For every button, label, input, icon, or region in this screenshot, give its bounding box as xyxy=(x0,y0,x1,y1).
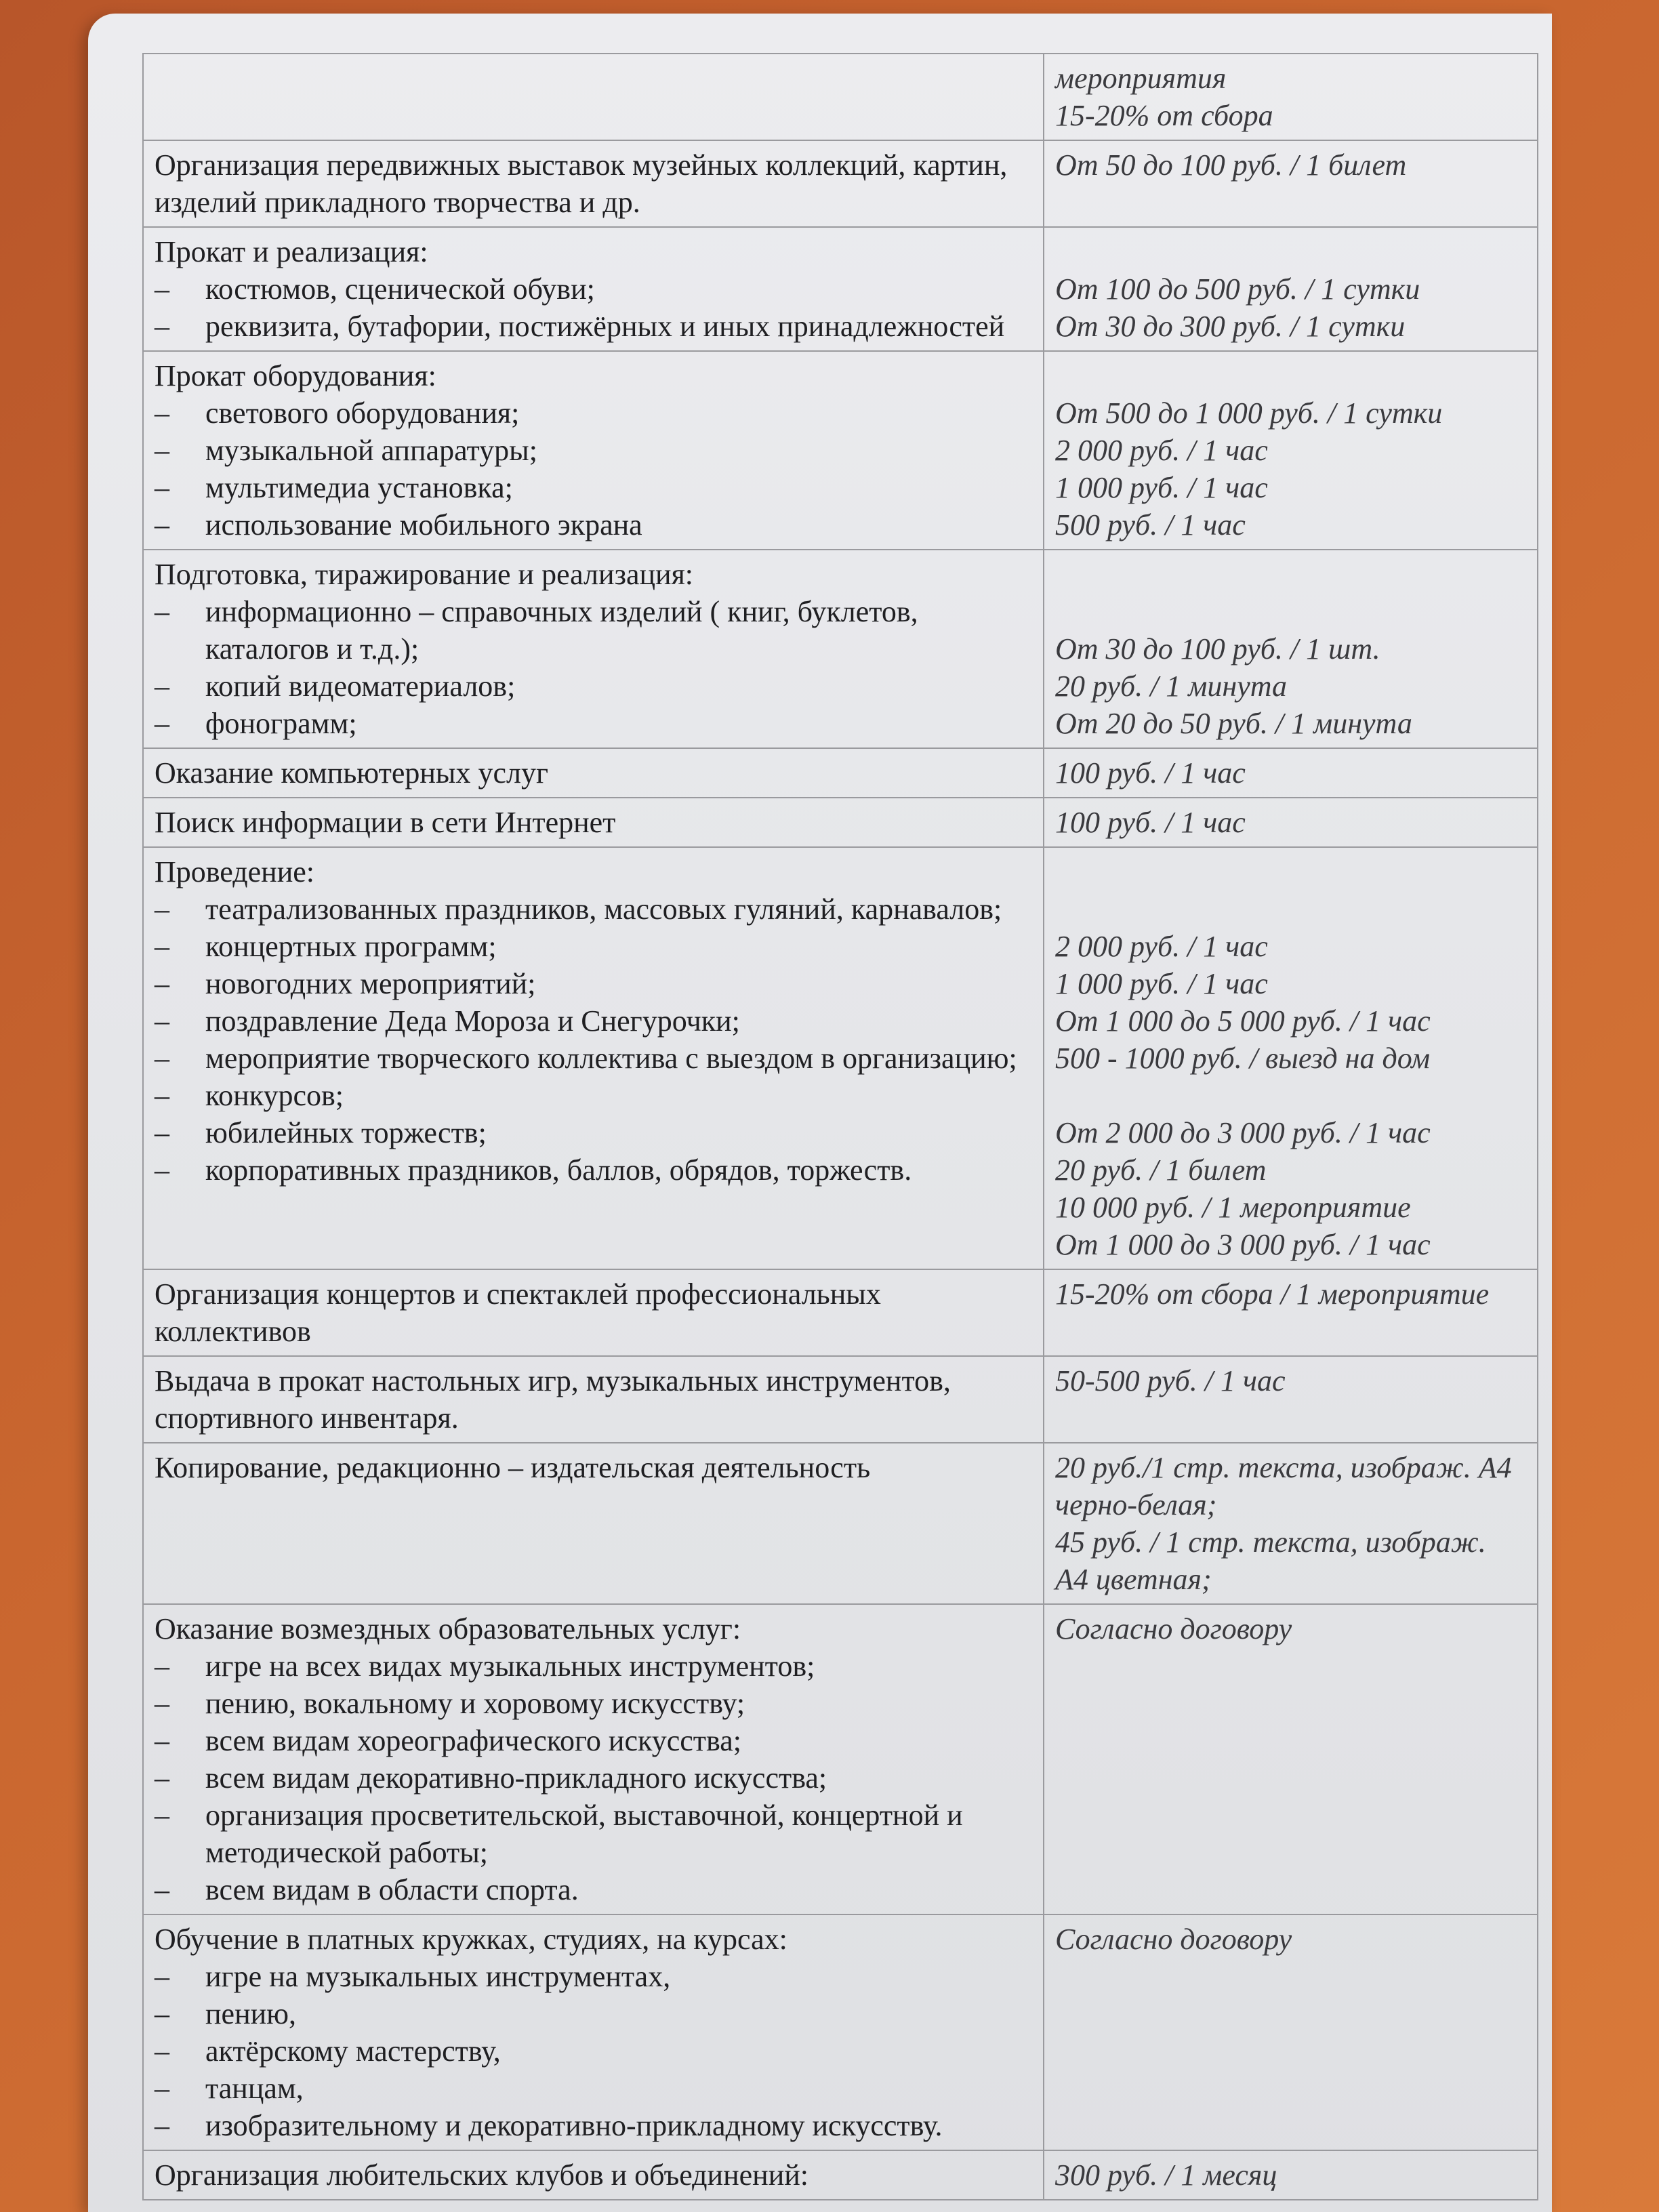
price-line: 20 руб./1 стр. текста, изображ. А4 черно-белая; xyxy=(1055,1451,1512,1521)
list-item xyxy=(155,1871,1032,1908)
price-line: 15-20% от сбора xyxy=(1055,99,1273,132)
list-item-text: – музыкальной аппаратуры; xyxy=(205,434,537,467)
price-cell xyxy=(1044,140,1538,227)
list-item xyxy=(155,469,1032,506)
price-line xyxy=(1055,890,1526,928)
price-cell xyxy=(1044,2150,1538,2200)
list-item-text: – пению, вокальному и хоровому искусству; xyxy=(205,1687,745,1720)
service-description xyxy=(143,847,1044,1269)
list-item xyxy=(155,1759,1032,1797)
price-line: От 1 000 до 5 000 руб. / 1 час xyxy=(1055,1004,1431,1038)
service-description xyxy=(143,351,1044,550)
price-line xyxy=(1055,357,1526,394)
list-item-text: – всем видам в области спорта. xyxy=(205,1873,579,1906)
list-item xyxy=(155,2070,1032,2107)
price-line: От 1 000 до 3 000 руб. / 1 час xyxy=(1055,1228,1431,1261)
price-cell xyxy=(1044,54,1538,140)
service-items xyxy=(155,1647,1032,1908)
service-description xyxy=(143,1604,1044,1914)
price-line xyxy=(1055,556,1526,593)
list-item xyxy=(155,2107,1032,2144)
price-cell xyxy=(1044,1914,1538,2150)
table-row xyxy=(143,54,1538,140)
price-cell xyxy=(1044,1443,1538,1604)
service-description xyxy=(143,1356,1044,1443)
service-items xyxy=(155,270,1032,345)
service-title: Подготовка, тиражирование и реализация: xyxy=(155,558,694,591)
list-item xyxy=(155,1151,1032,1189)
service-description xyxy=(143,748,1044,798)
list-item-text: – фонограмм; xyxy=(205,707,357,740)
price-line: 50-500 руб. / 1 час xyxy=(1055,1364,1286,1397)
service-items xyxy=(155,1958,1032,2144)
service-title: Выдача в прокат настольных игр, музыкальных инструментов, спортивного инвентаря. xyxy=(155,1364,951,1435)
price-line xyxy=(1055,593,1526,630)
list-item xyxy=(155,705,1032,742)
service-title: Прокат и реализация: xyxy=(155,235,428,268)
price-line: От 500 до 1 000 руб. / 1 сутки xyxy=(1055,396,1443,430)
list-item xyxy=(155,1114,1032,1151)
table-row xyxy=(143,2150,1538,2200)
list-item-text: – игре на всех видах музыкальных инструментов; xyxy=(205,1650,815,1683)
service-title: Прокат оборудования: xyxy=(155,359,436,392)
list-item-text: – корпоративных праздников, баллов, обрядов, торжеств. xyxy=(205,1153,912,1187)
service-items xyxy=(155,890,1032,1189)
service-description xyxy=(143,1269,1044,1356)
list-item-text: – реквизита, бутафории, постижёрных и иных принадлежностей xyxy=(205,310,1005,343)
price-line: От 2 000 до 3 000 руб. / 1 час xyxy=(1055,1116,1431,1149)
price-cell xyxy=(1044,748,1538,798)
price-cell xyxy=(1044,1269,1538,1356)
list-item xyxy=(155,928,1032,965)
service-title: Копирование, редакционно – издательская деятельность xyxy=(155,1451,871,1484)
list-item-text: – новогодних мероприятий; xyxy=(205,967,536,1000)
service-title: Поиск информации в сети Интернет xyxy=(155,806,616,839)
list-item-text: – изобразительному и декоративно-прикладному искусству. xyxy=(205,2109,943,2142)
price-line: От 100 до 500 руб. / 1 сутки xyxy=(1055,272,1420,306)
service-title: Оказание компьютерных услуг xyxy=(155,756,549,790)
price-line: 1 000 руб. / 1 час xyxy=(1055,967,1268,1000)
list-item-text: – юбилейных торжеств; xyxy=(205,1116,487,1149)
table-row xyxy=(143,847,1538,1269)
service-title: Проведение: xyxy=(155,855,315,888)
service-description xyxy=(143,550,1044,748)
list-item-text: – светового оборудования; xyxy=(205,396,520,430)
list-item xyxy=(155,2032,1032,2070)
service-description xyxy=(143,1914,1044,2150)
service-description xyxy=(143,2150,1044,2200)
list-item xyxy=(155,593,1032,668)
table-row xyxy=(143,748,1538,798)
list-item-text: – поздравление Деда Мороза и Снегурочки; xyxy=(205,1004,740,1038)
service-description xyxy=(143,1443,1044,1604)
table-row xyxy=(143,227,1538,351)
service-title: Организация концертов и спектаклей профессиональных коллективов xyxy=(155,1277,881,1348)
list-item-text: – информационно – справочных изделий ( книг, буклетов, каталогов и т.д.); xyxy=(205,595,918,665)
list-item-text: – концертных программ; xyxy=(205,930,497,963)
service-title: Обучение в платных кружках, студиях, на курсах: xyxy=(155,1923,787,1956)
list-item xyxy=(155,394,1032,432)
list-item-text: – игре на музыкальных инструментах, xyxy=(205,1960,671,1993)
price-line: 20 руб. / 1 билет xyxy=(1055,1153,1267,1187)
service-title: Организация передвижных выставок музейных коллекций, картин, изделий прикладного творчества и др. xyxy=(155,148,1008,219)
list-item xyxy=(155,1797,1032,1871)
list-item-text: – конкурсов; xyxy=(205,1079,344,1112)
service-title: Оказание возмездных образовательных услуг: xyxy=(155,1612,741,1645)
list-item-text: – всем видам хореографического искусства; xyxy=(205,1724,741,1757)
price-line: 100 руб. / 1 час xyxy=(1055,756,1246,790)
price-table xyxy=(142,53,1538,2200)
price-cell xyxy=(1044,847,1538,1269)
price-line: 10 000 руб. / 1 мероприятие xyxy=(1055,1191,1411,1224)
price-line: От 50 до 100 руб. / 1 билет xyxy=(1055,148,1407,182)
list-item xyxy=(155,1685,1032,1722)
list-item xyxy=(155,1722,1032,1759)
list-item-text: – актёрскому мастерству, xyxy=(205,2034,501,2068)
price-line: От 30 до 100 руб. / 1 шт. xyxy=(1055,632,1380,665)
price-line: 100 руб. / 1 час xyxy=(1055,806,1246,839)
price-line: 300 руб. / 1 месяц xyxy=(1055,2158,1277,2192)
price-cell xyxy=(1044,351,1538,550)
service-description xyxy=(143,140,1044,227)
list-item xyxy=(155,965,1032,1002)
price-line xyxy=(1055,233,1526,270)
list-item-text: – организация просветительской, выставочной, концертной и методической работы; xyxy=(205,1799,963,1869)
list-item xyxy=(155,1002,1032,1040)
list-item xyxy=(155,890,1032,928)
table-row xyxy=(143,351,1538,550)
price-line: Согласно договору xyxy=(1055,1612,1292,1645)
table-row xyxy=(143,1356,1538,1443)
table-row xyxy=(143,1604,1538,1914)
price-cell xyxy=(1044,227,1538,351)
list-item-text: – танцам, xyxy=(205,2072,304,2105)
price-cell xyxy=(1044,1604,1538,1914)
table-row xyxy=(143,550,1538,748)
table-row xyxy=(143,140,1538,227)
table-row xyxy=(143,798,1538,847)
price-cell xyxy=(1044,1356,1538,1443)
list-item-text: – копий видеоматериалов; xyxy=(205,670,516,703)
service-title: Организация любительских клубов и объединений: xyxy=(155,2158,809,2192)
list-item-text: – пению, xyxy=(205,1997,297,2030)
list-item xyxy=(155,1958,1032,1995)
list-item-text: – всем видам декоративно-прикладного искусства; xyxy=(205,1761,827,1795)
list-item-text: – театрализованных праздников, массовых гуляний, карнавалов; xyxy=(205,893,1002,926)
list-item-text: – костюмов, сценической обуви; xyxy=(205,272,595,306)
price-line: 45 руб. / 1 стр. текста, изображ. А4 цветная; xyxy=(1055,1525,1486,1596)
list-item-text: – мультимедиа установка; xyxy=(205,471,513,504)
price-line: От 30 до 300 руб. / 1 сутки xyxy=(1055,310,1406,343)
price-line: 500 - 1000 руб. / выезд на дом xyxy=(1055,1042,1431,1075)
price-cell xyxy=(1044,550,1538,748)
price-line xyxy=(1055,1077,1526,1114)
price-line: 15-20% от сбора / 1 мероприятие xyxy=(1055,1277,1490,1311)
price-line xyxy=(1055,853,1526,890)
service-description xyxy=(143,54,1044,140)
price-line: От 20 до 50 руб. / 1 минута xyxy=(1055,707,1412,740)
list-item xyxy=(155,1077,1032,1114)
list-item xyxy=(155,668,1032,705)
list-item xyxy=(155,1995,1032,2032)
table-row xyxy=(143,1269,1538,1356)
price-line: Согласно договору xyxy=(1055,1923,1292,1956)
service-items xyxy=(155,593,1032,742)
price-line: мероприятия xyxy=(1055,62,1227,95)
service-description xyxy=(143,798,1044,847)
price-line: 1 000 руб. / 1 час xyxy=(1055,471,1268,504)
list-item-text: – использование мобильного экрана xyxy=(205,508,642,541)
list-item xyxy=(155,1040,1032,1077)
list-item xyxy=(155,506,1032,544)
price-line: 2 000 руб. / 1 час xyxy=(1055,930,1268,963)
list-item xyxy=(155,1647,1032,1685)
table-row xyxy=(143,1443,1538,1604)
list-item-text: – мероприятие творческого коллектива с выездом в организацию; xyxy=(205,1042,1017,1075)
price-cell xyxy=(1044,798,1538,847)
service-items xyxy=(155,394,1032,544)
table-row xyxy=(143,1914,1538,2150)
price-line: 20 руб. / 1 минута xyxy=(1055,670,1288,703)
price-line: 2 000 руб. / 1 час xyxy=(1055,434,1268,467)
service-description xyxy=(143,227,1044,351)
price-line: 500 руб. / 1 час xyxy=(1055,508,1246,541)
list-item xyxy=(155,270,1032,308)
list-item xyxy=(155,432,1032,469)
list-item xyxy=(155,308,1032,345)
